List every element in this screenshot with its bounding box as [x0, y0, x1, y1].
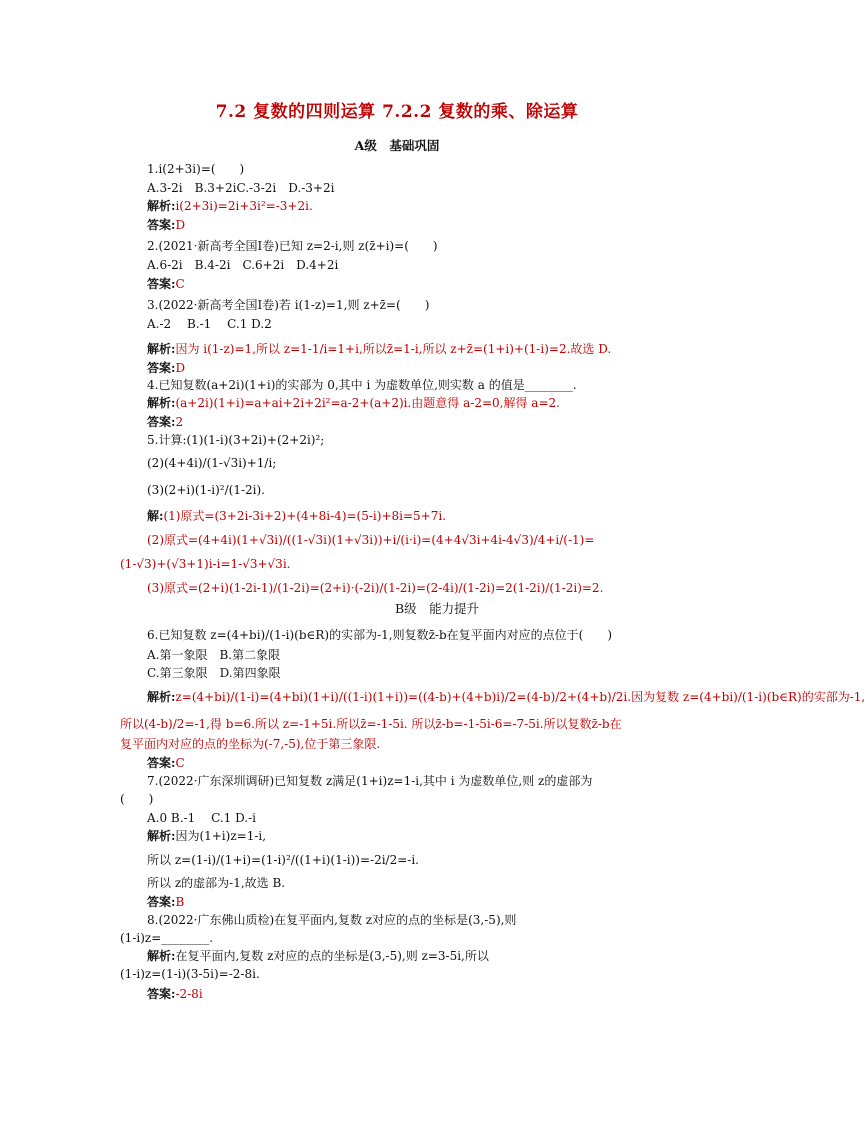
page-title: 7.2 复数的四则运算 7.2.2 复数的乘、除运算 [215, 102, 579, 122]
q7-answer-value: B [175, 895, 185, 909]
q8-answer [147, 985, 203, 1002]
q6-answer [147, 754, 185, 771]
q4-explanation [147, 395, 560, 411]
q2-options: A.6-2i B.4-2i C.6+2i D.4+2i [147, 258, 339, 272]
q4-answer-value: 2 [175, 415, 184, 429]
q6-options-1: A.第一象限 B.第二象限 [147, 648, 281, 662]
q4-stem: 4.已知复数(a+2i)(1+i)的实部为 0,其中 i 为虚数单位,则实数 a 的值是________. [147, 378, 577, 392]
q7-stem-2: ( ) [120, 792, 154, 806]
daan-label: 答案: [147, 218, 176, 232]
daan-label: 答案: [147, 895, 176, 909]
daan-label: 答案: [147, 361, 176, 375]
q3-explanation [147, 341, 611, 357]
q2-stem: 2.(2021·新高考全国Ⅰ卷)已知 z=2-i,则 z(z̄+i)=( ) [147, 239, 438, 253]
q6-j1: z=(4+bi)/(1-i)=(4+bi)(1+i)/((1-i)(1+i))=((4-b)+(4+b)i)/2=(4-b)/2+(4+b)/2i.因为复数 z=(4+bi)/(1-i)(b∈R)的实部为-1, [175, 690, 865, 704]
q7-answer [147, 893, 184, 910]
q8-answer-value: -2-8i [175, 987, 203, 1001]
q1-answer [147, 216, 185, 233]
q5-solution-2a: (2)原式=(4+4i)(1+√3i)/((1-√3i)(1+√3i))+i/(i·i)=(4+4√3i+4i-4√3)/4+i/(-1)= [147, 533, 595, 547]
q2-answer-value: C [175, 277, 185, 291]
jiexi-label: 解析: [147, 829, 176, 843]
q6-explanation-2: 所以(4-b)/2=-1,得 b=6.所以 z=-1+5i.所以z̄=-1-5i. 所以z̄-b=-1-5i-6=-7-5i.所以复数z̄-b在 [120, 717, 622, 731]
q4-answer [147, 413, 183, 430]
q2-answer [147, 275, 185, 292]
jiexi-label: 解析: [147, 396, 176, 410]
q7-explanation-1 [147, 828, 266, 844]
jiexi-label: 解析: [147, 690, 176, 704]
jiexi-label: 解析: [147, 949, 176, 963]
q5-part3: (3)(2+i)(1-i)²/(1-2i). [147, 483, 265, 497]
q3-jiexi: 因为 i(1-z)=1,所以 z=1-1/i=1+i,所以z̄=1-i,所以 z+z̄=(1+i)+(1-i)=2.故选 D. [175, 342, 612, 356]
q3-answer [147, 359, 185, 376]
q1-explanation [147, 198, 313, 214]
q5-s1: (1)原式=(3+2i-3i+2)+(4+8i-4)=(5-i)+8i=5+7i. [163, 509, 447, 523]
q4-jiexi: (a+2i)(1+i)=a+ai+2i+2i²=a-2+(a+2)i.由题意得 a-2=0,解得 a=2. [175, 396, 560, 410]
daan-label: 答案: [147, 987, 176, 1001]
q7-options: A.0 B.-1 C.1 D.-i [147, 811, 256, 825]
q6-answer-value: C [175, 756, 185, 770]
q3-options: A.-2 B.-1 C.1 D.2 [147, 317, 272, 331]
q7-stem-1: 7.(2022·广东深圳调研)已知复数 z满足(1+i)z=1-i,其中 i 为虚数单位,则 z的虚部为 [147, 774, 593, 788]
q3-answer-value: D [175, 361, 186, 375]
section-a-heading: A级 基础巩固 [354, 138, 440, 153]
q5-solution-2b: (1-√3)+(√3+1)i-i=1-√3+√3i. [120, 557, 291, 571]
q6-explanation-1 [147, 689, 865, 705]
q1-answer-value: D [175, 218, 186, 232]
jiexi-label: 解析: [147, 342, 176, 356]
q1-jiexi: i(2+3i)=2i+3i²=-3+2i. [175, 199, 313, 213]
q7-explanation-3: 所以 z的虚部为-1,故选 B. [147, 876, 286, 890]
q5-stem: 5.计算:(1)(1-i)(3+2i)+(2+2i)²; [147, 433, 325, 447]
daan-label: 答案: [147, 756, 176, 770]
section-b-heading: B级 能力提升 [395, 601, 480, 616]
q5-solution-1 [147, 508, 446, 524]
q1-stem: 1.i(2+3i)=( ) [147, 162, 245, 176]
q7-explanation-2: 所以 z=(1-i)/(1+i)=(1-i)²/((1+i)(1-i))=-2i/2=-i. [147, 853, 419, 867]
daan-label: 答案: [147, 277, 176, 291]
q6-explanation-3: 复平面内对应的点的坐标为(-7,-5),位于第三象限. [120, 737, 381, 751]
q5-part2: (2)(4+4i)/(1-√3i)+1/i; [147, 456, 277, 470]
q7-j1: 因为(1+i)z=1-i, [175, 829, 267, 843]
jiexi-label: 解析: [147, 199, 176, 213]
q8-stem-1: 8.(2022·广东佛山质检)在复平面内,复数 z对应的点的坐标是(3,-5),则 [147, 913, 517, 927]
q8-stem-2: (1-i)z=________. [120, 931, 214, 945]
q5-solution-3: (3)原式=(2+i)(1-2i-1)/(1-2i)=(2+i)·(-2i)/(1-2i)=(2-4i)/(1-2i)=2(1-2i)/(1-2i)=2. [147, 581, 604, 595]
jie-label: 解: [147, 509, 164, 523]
q8-j1: 在复平面内,复数 z对应的点的坐标是(3,-5),则 z=3-5i,所以 [175, 949, 489, 963]
q6-options-2: C.第三象限 D.第四象限 [147, 666, 281, 680]
q1-options: A.3-2i B.3+2iC.-3-2i D.-3+2i [147, 181, 335, 195]
q6-stem: 6.已知复数 z=(4+bi)/(1-i)(b∈R)的实部为-1,则复数z̄-b在复平面内对应的点位于( ) [147, 628, 613, 642]
q8-explanation-1 [147, 948, 489, 964]
q3-stem: 3.(2022·新高考全国Ⅰ卷)若 i(1-z)=1,则 z+z̄=( ) [147, 298, 430, 312]
daan-label: 答案: [147, 415, 176, 429]
q8-explanation-2: (1-i)z=(1-i)(3-5i)=-2-8i. [120, 967, 260, 981]
